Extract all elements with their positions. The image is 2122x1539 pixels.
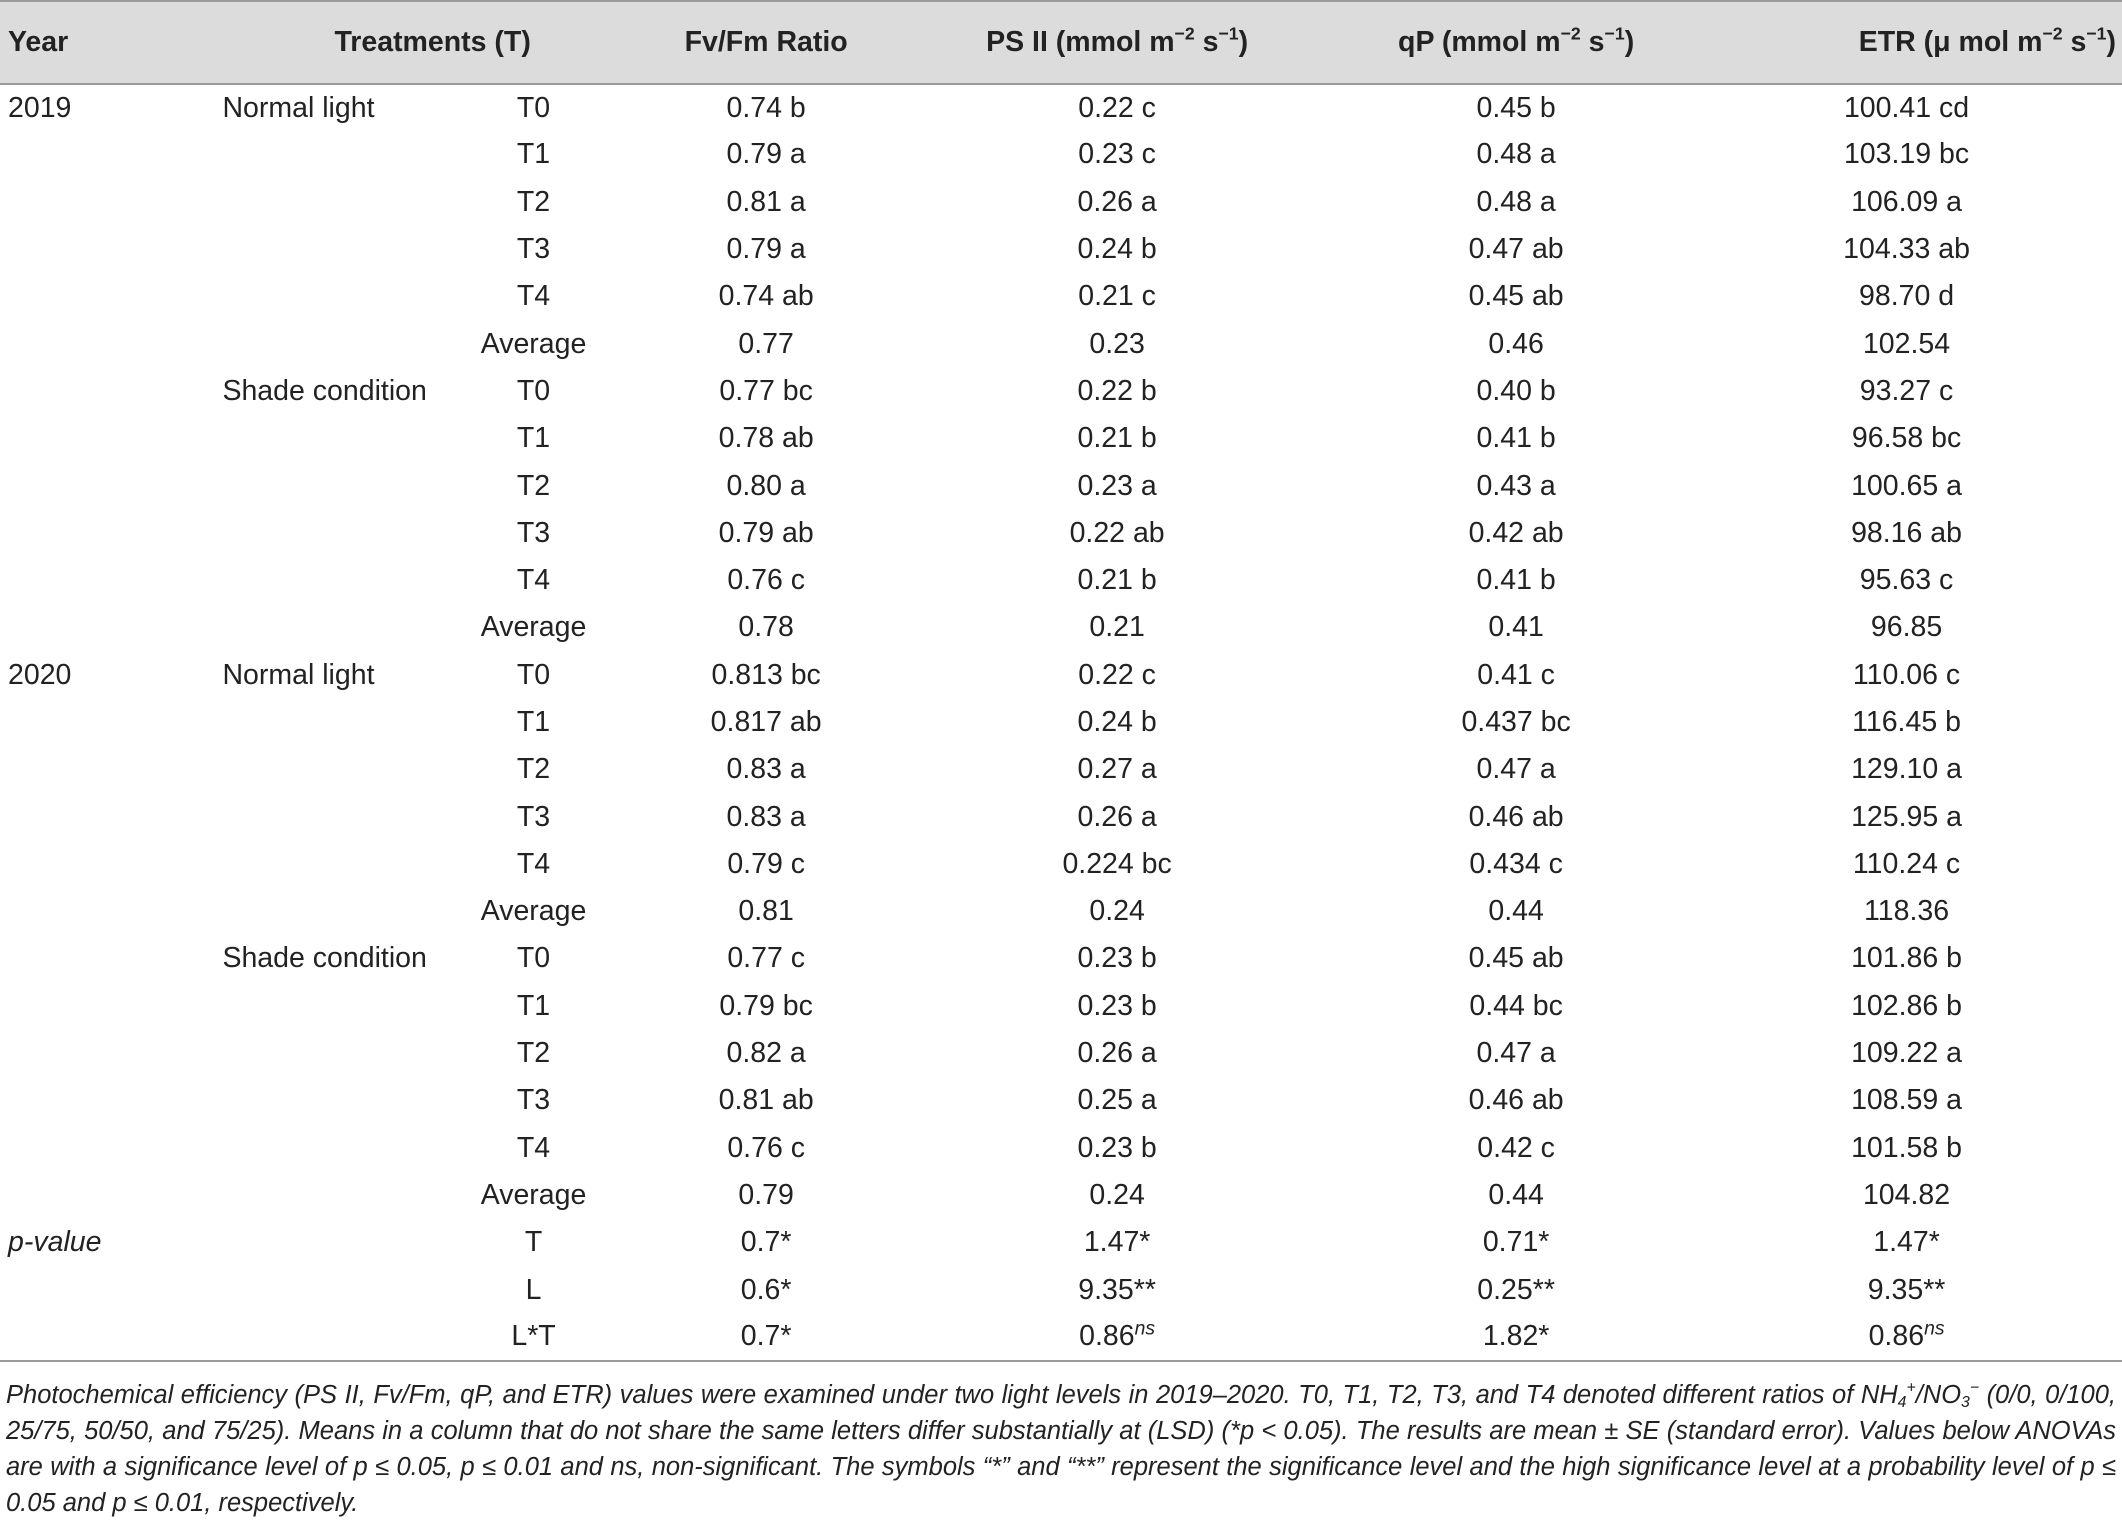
cell-ps2: 0.26 a (1077, 1037, 1157, 1070)
cell-light-condition (216, 746, 427, 793)
header-year: Year (8, 26, 69, 58)
header-etr-exp1: −2 (2042, 23, 2063, 44)
cell-qp: 0.44 bc (1469, 989, 1563, 1022)
footnote-text-1: Photochemical efficiency (PS II, Fv/Fm, qP, and ETR) values were examined under two light levels in 2019–2020. T0, T1, T2, T3, and T4 denoted different ratios of NH (6, 1381, 1898, 1409)
table-row (0, 935, 2122, 982)
cell-fvfm: 0.6* (740, 1273, 792, 1306)
cell-fvfm: 0.74 ab (718, 280, 814, 313)
table-row (0, 1172, 2122, 1219)
cell-year: 2020 (8, 658, 72, 691)
cell-fvfm: 0.77 c (727, 942, 805, 975)
cell-year (0, 983, 216, 1030)
cell-light-condition (216, 273, 427, 320)
header-qp (1341, 1, 1691, 84)
cell-treatment: T2 (516, 185, 551, 218)
cell-year (0, 1030, 216, 1077)
cell-fvfm: 0.77 (738, 327, 794, 360)
cell-ps2: 0.21 b (1077, 564, 1157, 597)
cell-etr: 108.59 a (1851, 1084, 1963, 1117)
cell-qp: 0.41 c (1477, 658, 1555, 691)
cell-etr: 116.45 b (1852, 706, 1961, 738)
cell-qp: 0.44 (1488, 895, 1544, 928)
cell-ps2: 0.26 a (1077, 185, 1157, 218)
cell-year (0, 746, 216, 793)
table-footnote (6, 1377, 2116, 1521)
cell-effect: L (525, 1273, 542, 1306)
cell-ps2: 0.23 (1089, 327, 1145, 360)
cell-light-condition (216, 415, 427, 462)
cell-ps2: 0.21 b (1077, 422, 1157, 455)
cell-treatment: Average (480, 895, 587, 928)
cell-treatment: T0 (516, 374, 551, 407)
cell-ps2: 0.22 c (1078, 658, 1156, 691)
header-ps2 (893, 1, 1341, 84)
cell-light-condition (216, 226, 427, 273)
cell-light-condition (216, 179, 427, 226)
cell-qp: 0.434 c (1469, 847, 1563, 880)
table-row (0, 415, 2122, 462)
cell-qp: 0.46 ab (1468, 800, 1564, 833)
table-row (0, 320, 2122, 367)
cell-qp: 0.47 ab (1468, 233, 1564, 266)
cell-treatment: T3 (516, 516, 551, 549)
pvalue-row (0, 1266, 2122, 1313)
cell-ps2: 0.21 (1089, 611, 1145, 644)
cell-year (0, 841, 216, 888)
cell-treatment: T2 (516, 753, 551, 786)
cell-light-condition: Shade condition (222, 374, 427, 407)
table-row (0, 746, 2122, 793)
cell-treatment: T1 (516, 422, 551, 455)
cell-light-condition (216, 510, 427, 557)
cell-etr: 93.27 c (1859, 374, 1954, 407)
cell-ps2 (893, 1314, 1341, 1361)
cell-etr: 95.63 c (1859, 564, 1954, 597)
header-ps2-exp1: −2 (1174, 23, 1195, 44)
cell-qp: 0.71* (1482, 1226, 1550, 1259)
table-row (0, 557, 2122, 604)
ps2-value: 9.35** (1078, 1273, 1156, 1306)
cell-treatment: T0 (516, 658, 551, 691)
pvalue-row (0, 1314, 2122, 1361)
cell-light-condition (216, 557, 427, 604)
cell-etr (1691, 1219, 2122, 1266)
table-body (0, 84, 2122, 1361)
cell-year (0, 935, 216, 982)
cell-qp: 0.48 a (1476, 185, 1556, 218)
table-row (0, 1077, 2122, 1124)
cell-light-condition (216, 793, 427, 840)
cell-qp: 0.437 bc (1461, 706, 1571, 738)
table-row (0, 1125, 2122, 1172)
cell-treatment: T3 (516, 233, 551, 266)
cell-qp: 0.42 ab (1468, 516, 1564, 549)
cell-fvfm: 0.81 ab (718, 1084, 814, 1117)
cell-treatment: T3 (516, 800, 551, 833)
cell-light-condition (216, 699, 427, 746)
footnote-sub-1: 4 (1897, 1393, 1907, 1411)
cell-etr: 100.41 cd (1843, 91, 1970, 124)
cell-fvfm: 0.81 a (726, 185, 806, 218)
cell-fvfm: 0.817 ab (710, 706, 822, 738)
cell-treatment: Average (480, 1178, 587, 1211)
table-row (0, 1030, 2122, 1077)
table-row (0, 462, 2122, 509)
cell-fvfm: 0.7* (740, 1226, 792, 1259)
cell-treatment: T4 (516, 1131, 551, 1164)
cell-year (0, 793, 216, 840)
cell-ps2: 0.27 a (1077, 753, 1157, 786)
cell-etr: 101.58 b (1851, 1131, 1963, 1164)
table-row (0, 699, 2122, 746)
cell-fvfm: 0.78 (738, 611, 794, 644)
cell-pvalue-label: p-value (8, 1226, 102, 1259)
cell-year: 2019 (8, 91, 72, 124)
table-row (0, 841, 2122, 888)
cell-etr: 100.65 a (1851, 469, 1963, 502)
footnote-text-2: (0/0, 0/100, 25/75, 50/50, and 75/25). Means in a column that do not share the same letters differ substantially at (LSD) (*p < 0.05). The results are mean ± SE (standard error). Values below ANOVAs are with a significance level of p ≤ 0.05, p ≤ 0.01 and ns, non-significant. The symbols “*” and “**” represent the significance level and the high significance level at a probability level of p ≤ 0.05 and p ≤ 0.01, respectively. (6, 1381, 2116, 1517)
cell-etr: 110.06 c (1852, 658, 1961, 691)
cell-treatment: T3 (516, 1084, 551, 1117)
cell-etr: 96.58 bc (1851, 422, 1962, 455)
footnote-text-mid: /NO (1915, 1381, 1962, 1409)
cell-qp: 0.41 b (1476, 564, 1556, 597)
cell-light-condition (216, 1172, 427, 1219)
cell-etr: 102.86 b (1851, 989, 1963, 1022)
cell-year (0, 226, 216, 273)
table-row (0, 888, 2122, 935)
cell-qp: 0.40 b (1476, 374, 1556, 407)
cell-ps2: 0.24 (1089, 895, 1145, 928)
cell-etr: 101.86 b (1851, 942, 1963, 975)
cell-light-condition (216, 320, 427, 367)
cell-light-condition: Normal light (222, 91, 375, 124)
cell-fvfm: 0.74 b (726, 91, 806, 124)
header-treatments: Treatments (T) (334, 26, 531, 58)
cell-year (0, 888, 216, 935)
table-row (0, 604, 2122, 651)
cell-year (0, 510, 216, 557)
cell-light-condition: Normal light (222, 658, 375, 691)
table-row (0, 793, 2122, 840)
table-row (0, 368, 2122, 415)
cell-etr: 98.16 ab (1851, 516, 1963, 549)
cell-light-condition (216, 1125, 427, 1172)
cell-ps2: 0.23 b (1077, 989, 1157, 1022)
cell-fvfm: 0.77 bc (719, 374, 813, 407)
cell-ps2: 0.23 a (1077, 469, 1157, 502)
cell-treatment: T4 (516, 847, 551, 880)
cell-effect: L*T (511, 1320, 556, 1353)
cell-fvfm: 0.79 bc (719, 989, 813, 1022)
cell-etr: 104.33 ab (1843, 233, 1970, 266)
cell-fvfm: 0.79 ab (718, 516, 814, 549)
cell-qp: 0.41 (1488, 611, 1544, 644)
footnote-sup-2: − (1969, 1379, 1980, 1397)
cell-fvfm: 0.83 a (726, 800, 806, 833)
table-row (0, 131, 2122, 178)
cell-treatment: T4 (516, 564, 551, 597)
cell-etr: 96.85 (1870, 611, 1943, 644)
cell-year (0, 604, 216, 651)
table-row (0, 510, 2122, 557)
etr-value: 9.35** (1867, 1273, 1946, 1306)
header-ps2-mid: s (1194, 26, 1219, 58)
cell-etr: 118.36 (1864, 895, 1950, 928)
header-qp-suffix: ) (1624, 26, 1635, 58)
cell-year (0, 415, 216, 462)
header-etr-suffix: ) (2106, 26, 2116, 58)
ps2-significance-note: ns (1134, 1317, 1156, 1340)
cell-qp: 0.44 (1488, 1178, 1544, 1211)
cell-light-condition (216, 983, 427, 1030)
cell-qp: 0.43 a (1476, 469, 1556, 502)
cell-year (0, 699, 216, 746)
cell-fvfm: 0.81 (738, 895, 794, 928)
cell-treatment: T0 (516, 91, 551, 124)
cell-light-condition (216, 131, 427, 178)
table-row (0, 179, 2122, 226)
header-ps2-suffix: ) (1238, 26, 1249, 58)
cell-year (0, 462, 216, 509)
cell-fvfm: 0.82 a (726, 1037, 806, 1070)
header-qp-exp1: −2 (1560, 23, 1581, 44)
cell-treatment: T4 (516, 280, 551, 313)
cell-light-condition: Shade condition (222, 942, 427, 975)
cell-etr (1691, 1266, 2122, 1313)
cell-etr: 104.82 (1862, 1178, 1951, 1211)
cell-ps2: 0.224 bc (1062, 847, 1172, 880)
cell-year (0, 1077, 216, 1124)
header-fvfm: Fv/Fm Ratio (684, 26, 848, 58)
header-qp-exp2: −1 (1604, 23, 1625, 44)
cell-treatment: T2 (516, 1037, 551, 1070)
cell-qp: 0.45 b (1476, 91, 1556, 124)
cell-year (0, 320, 216, 367)
cell-qp: 0.25** (1477, 1273, 1555, 1306)
cell-light-condition (216, 462, 427, 509)
cell-light-condition (216, 841, 427, 888)
cell-fvfm: 0.80 a (726, 469, 806, 502)
cell-year (0, 273, 216, 320)
table-row (0, 273, 2122, 320)
cell-fvfm: 0.78 ab (718, 422, 814, 455)
cell-qp: 0.45 ab (1468, 942, 1564, 975)
cell-pvalue-label-empty (0, 1266, 216, 1313)
cell-treatment: T1 (516, 706, 551, 738)
cell-light-condition (216, 1266, 427, 1313)
header-etr-exp2: −1 (2086, 23, 2107, 44)
cell-treatment: Average (480, 611, 587, 644)
cell-ps2 (893, 1266, 1341, 1313)
cell-treatment: T2 (516, 469, 551, 502)
cell-fvfm: 0.7* (740, 1320, 792, 1353)
footnote-sup-1: + (1906, 1379, 1916, 1397)
cell-fvfm: 0.83 a (726, 753, 806, 786)
cell-etr: 106.09 a (1851, 185, 1963, 218)
header-row (0, 1, 2122, 84)
cell-qp: 0.41 b (1476, 422, 1556, 455)
header-qp-mid: s (1580, 26, 1605, 58)
cell-ps2: 0.25 a (1077, 1084, 1157, 1117)
cell-qp: 0.42 c (1477, 1131, 1555, 1164)
header-ps2-exp2: −1 (1218, 23, 1239, 44)
table-row (0, 652, 2122, 699)
cell-ps2: 0.24 b (1077, 706, 1157, 738)
cell-pvalue-label-empty (0, 1314, 216, 1361)
pvalue-row (0, 1219, 2122, 1266)
cell-etr: 110.24 c (1852, 847, 1961, 880)
cell-fvfm: 0.79 (738, 1178, 794, 1211)
cell-fvfm: 0.79 c (727, 847, 805, 880)
cell-qp: 0.46 (1488, 327, 1544, 360)
cell-etr: 102.54 (1862, 327, 1951, 360)
cell-qp: 0.48 a (1476, 138, 1556, 171)
etr-significance-note: ns (1924, 1317, 1945, 1340)
cell-year (0, 368, 216, 415)
cell-ps2: 0.23 b (1077, 1131, 1157, 1164)
table-header (0, 1, 2122, 84)
ps2-value: 0.86 (1079, 1320, 1135, 1353)
cell-year (0, 1172, 216, 1219)
cell-ps2 (893, 1219, 1341, 1266)
cell-light-condition (216, 1030, 427, 1077)
table-row (0, 983, 2122, 1030)
cell-ps2: 0.21 c (1078, 280, 1156, 313)
cell-light-condition (216, 1219, 427, 1266)
cell-light-condition (216, 1314, 427, 1361)
cell-etr: 98.70 d (1859, 280, 1955, 313)
cell-ps2: 0.24 (1089, 1178, 1145, 1211)
cell-etr: 129.10 a (1851, 753, 1963, 786)
cell-ps2: 0.22 c (1078, 91, 1156, 124)
cell-etr (1691, 1314, 2122, 1361)
cell-etr: 109.22 a (1851, 1037, 1963, 1070)
header-etr-mid: s (2062, 26, 2087, 58)
cell-light-condition (216, 604, 427, 651)
cell-qp: 0.47 a (1476, 1037, 1556, 1070)
cell-ps2: 0.24 b (1077, 233, 1157, 266)
header-etr (1691, 1, 2122, 84)
cell-etr: 125.95 a (1851, 800, 1963, 833)
cell-year (0, 131, 216, 178)
cell-fvfm: 0.79 a (726, 233, 806, 266)
cell-ps2: 0.23 c (1078, 138, 1156, 171)
cell-year (0, 557, 216, 604)
cell-treatment: Average (480, 327, 587, 360)
table-row (0, 84, 2122, 131)
cell-qp: 0.45 ab (1468, 280, 1564, 313)
cell-year (0, 1125, 216, 1172)
table-row (0, 226, 2122, 273)
cell-fvfm: 0.76 c (727, 1131, 805, 1164)
cell-ps2: 0.26 a (1077, 800, 1157, 833)
cell-fvfm: 0.813 bc (711, 658, 821, 691)
cell-treatment: T0 (516, 942, 551, 975)
cell-etr: 103.19 bc (1843, 138, 1970, 171)
cell-treatment: T1 (516, 989, 551, 1022)
cell-treatment: T1 (516, 138, 551, 171)
cell-light-condition (216, 888, 427, 935)
cell-ps2: 0.23 b (1077, 942, 1157, 975)
cell-light-condition (216, 1077, 427, 1124)
cell-fvfm: 0.76 c (727, 564, 805, 597)
cell-ps2: 0.22 ab (1069, 516, 1165, 549)
cell-qp: 0.47 a (1476, 753, 1556, 786)
cell-ps2: 0.22 b (1077, 374, 1157, 407)
header-etr-prefix: ETR (μ mol m (1858, 26, 2043, 58)
header-qp-prefix: qP (mmol m (1398, 26, 1561, 58)
cell-effect: T (524, 1226, 543, 1259)
header-ps2-prefix: PS II (mmol m (986, 26, 1175, 58)
cell-fvfm: 0.79 a (726, 138, 806, 171)
cell-qp: 1.82* (1482, 1320, 1550, 1353)
cell-year (0, 179, 216, 226)
etr-value: 0.86 (1868, 1320, 1925, 1353)
etr-value: 1.47* (1873, 1226, 1940, 1259)
cell-qp: 0.46 ab (1468, 1084, 1564, 1117)
ps2-value: 1.47* (1083, 1226, 1151, 1259)
footnote-sub-2: 3 (1961, 1393, 1970, 1411)
